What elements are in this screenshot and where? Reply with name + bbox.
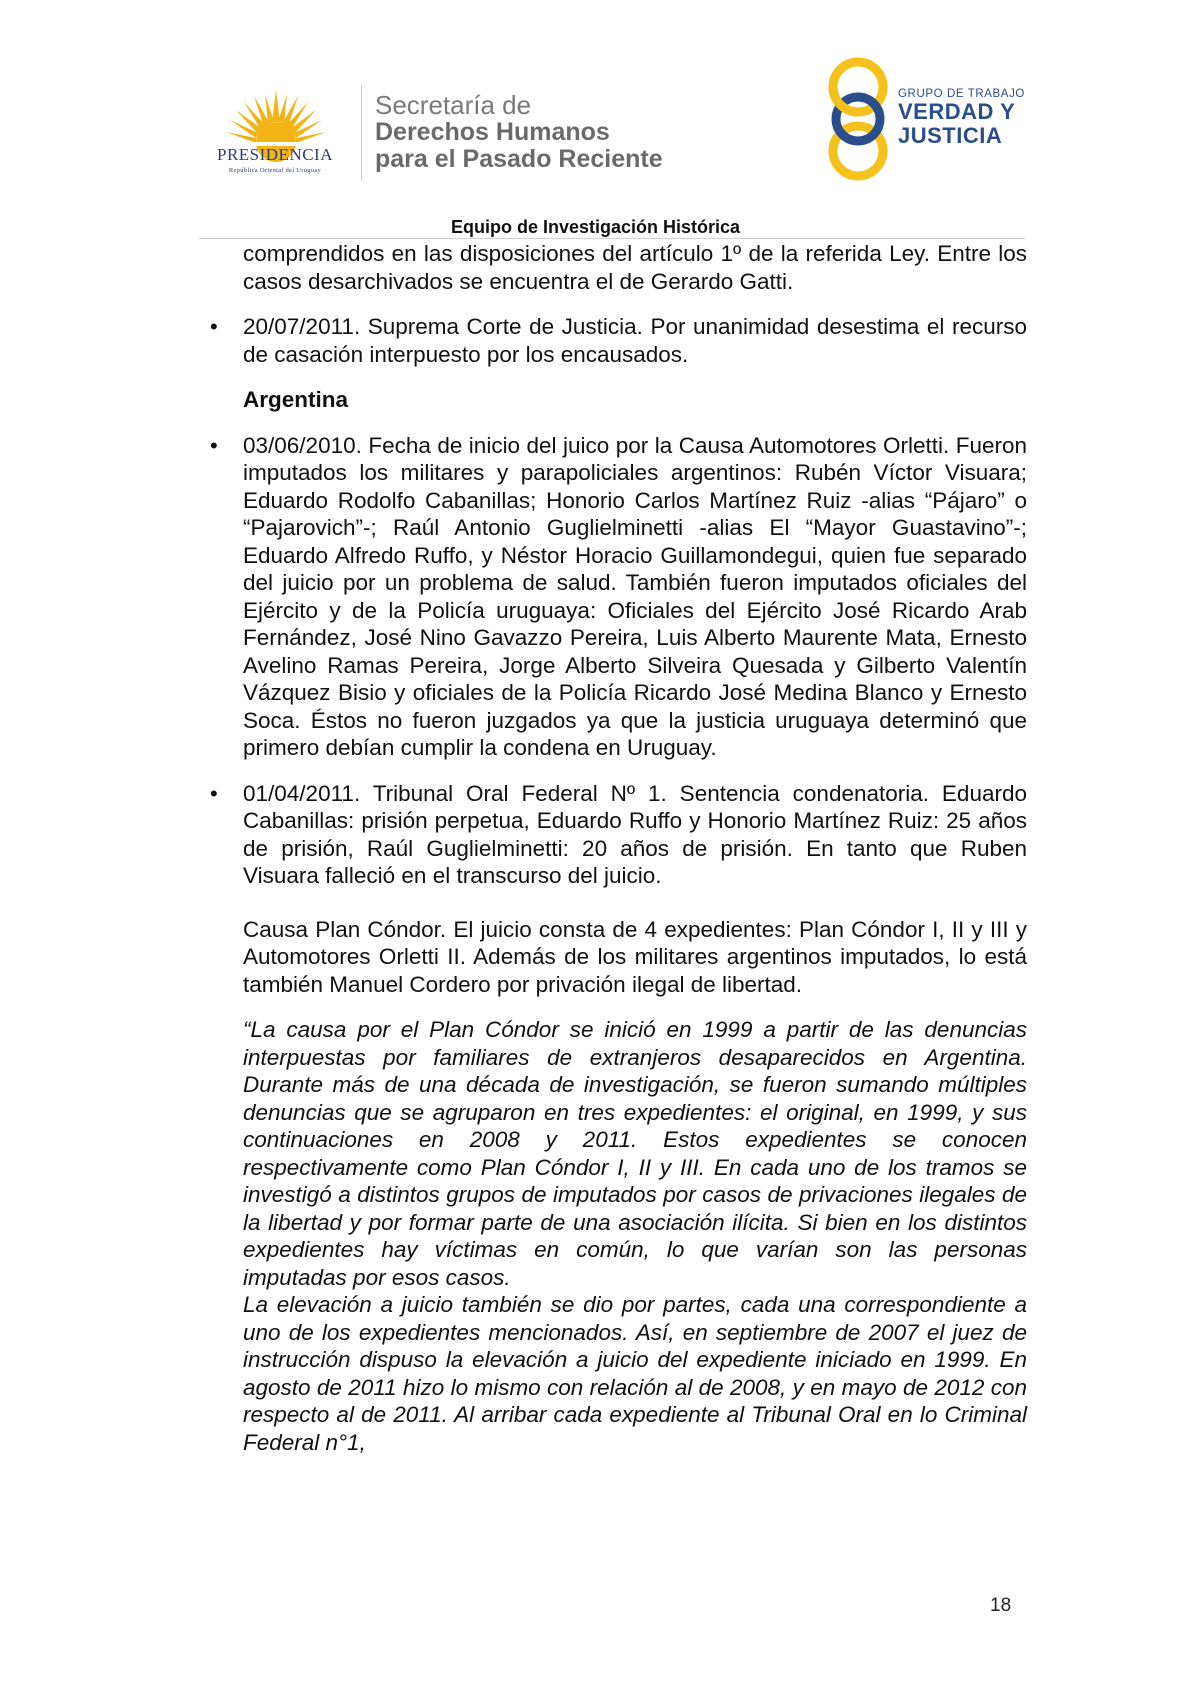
list-item	[210, 313, 1027, 368]
header-divider	[361, 85, 362, 181]
section-heading: Argentina	[243, 387, 349, 412]
list-item-text: 01/04/2011. Tribunal Oral Federal Nº 1. Sentencia condenatoria. Eduardo Cabanillas: prisión perpetua, Eduardo Ruffo y Honorio Martínez Ruiz: 25 años de prisión, Raúl Guglielminetti: 20 años de prisión. En tanto que Ruben Visuara falleció en el transcurso del juicio.	[243, 780, 1027, 888]
verdad-justicia-logo-icon	[820, 55, 896, 183]
presidencia-subtitle: República Oriental del Uruguay	[228, 167, 322, 174]
bullet-marker: •	[210, 432, 218, 458]
list-item	[210, 780, 1027, 890]
document-body	[210, 240, 1027, 1456]
secretaria-line-1: Secretaría de	[375, 90, 532, 120]
header-rule	[199, 238, 1025, 239]
secretaria-line-2: Derechos Humanos	[375, 118, 610, 146]
verdad-justicia-logo-text	[898, 88, 1025, 148]
quote-paragraph: “La causa por el Plan Cóndor se inició en 1999 a partir de las denuncias interpuestas por familiares de extranjeros desaparecidos en Argentina. Durante más de una década de investigación, se fueron sumando múltiples denuncias que se agruparon en tres expedientes: el original, en 1999, y sus continuaciones en 2008 y 2011. Estos expedientes se conocen respectivamente como Plan Cóndor I, II y III. En cada uno de los tramos se investigó a distintos grupos de imputados por casos de privaciones ilegales de la libertad y por formar parte de una asociación ilícita. Si bien en los distintos expedientes hay víctimas en común, lo que varían son las personas imputadas por esos casos.	[243, 1017, 1027, 1290]
vyj-line-3: JUSTICIA	[898, 123, 1003, 148]
list-item-text: 20/07/2011. Suprema Corte de Justicia. Por unanimidad desestima el recurso de casación interpuesto por los encausados.	[243, 314, 1027, 367]
quote-paragraph: La elevación a juicio también se dio por partes, cada una correspondiente a uno de los expedientes mencionados. Así, en septiembre de 2007 el juez de instrucción dispuso la elevación a juicio del expediente iniciado en 1999. En agosto de 2011 hizo lo mismo con relación al de 2008, y en mayo de 2012 con respecto al de 2011. Al arribar cada expediente al Tribunal Oral en lo Criminal Federal n°1,	[243, 1292, 1027, 1455]
paragraph-continuation: comprendidos en las disposiciones del artículo 1º de la referida Ley. Entre los casos desarchivados se encuentra el de Gerardo Gatti.	[243, 241, 1027, 294]
secretaria-line-3: para el Pasado Reciente	[375, 145, 663, 173]
vyj-line-1: GRUPO DE TRABAJO	[898, 88, 1025, 100]
list-item	[210, 432, 1027, 762]
presidencia-label: PRESIDENCIA	[216, 145, 333, 164]
paragraph-plan-condor: Causa Plan Cóndor. El juicio consta de 4 expedientes: Plan Cóndor I, II y III y Automotores Orletti II. Además de los militares argentinos imputados, lo está también Manuel Cordero por privación ilegal de libertad.	[243, 916, 1027, 997]
vyj-line-2: VERDAD Y	[898, 99, 1016, 124]
bullet-marker: •	[210, 780, 218, 806]
bullet-marker: •	[210, 314, 218, 339]
team-title: Equipo de Investigación Histórica	[450, 217, 741, 237]
secretaria-logo-text	[375, 92, 663, 173]
list-item-text: 03/06/2010. Fecha de inicio del juico por la Causa Automotores Orletti. Fueron imputados los militares y parapoliciales argentinos: Rubén Víctor Visuara; Eduardo Rodolfo Cabanillas; Honorio Carlos Martínez Ruiz -alias “Pájaro” o “Pajarovich”-; Raúl Antonio Guglielminetti -alias El “Mayor Guastavino”-; Eduardo Alfredo Ruffo, y Néstor Horacio Guillamondegui, quien fue separado del juicio por un problema de salud. También fueron imputados oficiales del Ejército y de la Policía uruguaya: Oficiales del Ejército José Ricardo Arab Fernández, José Nino Gavazzo Pereira, Luis Alberto Maurente Mata, Ernesto Avelino Ramas Pereira, Jorge Alberto Silveira Quesada y Gilberto Valentín Vázquez Bisio y oficiales de la Policía Ricardo José Medina Blanco y Ernesto Soca. Éstos no fueron juzgados ya que la justicia uruguaya determinó que primero debían cumplir la condena en Uruguay.	[243, 432, 1027, 760]
page-number: 18	[990, 1595, 1012, 1616]
